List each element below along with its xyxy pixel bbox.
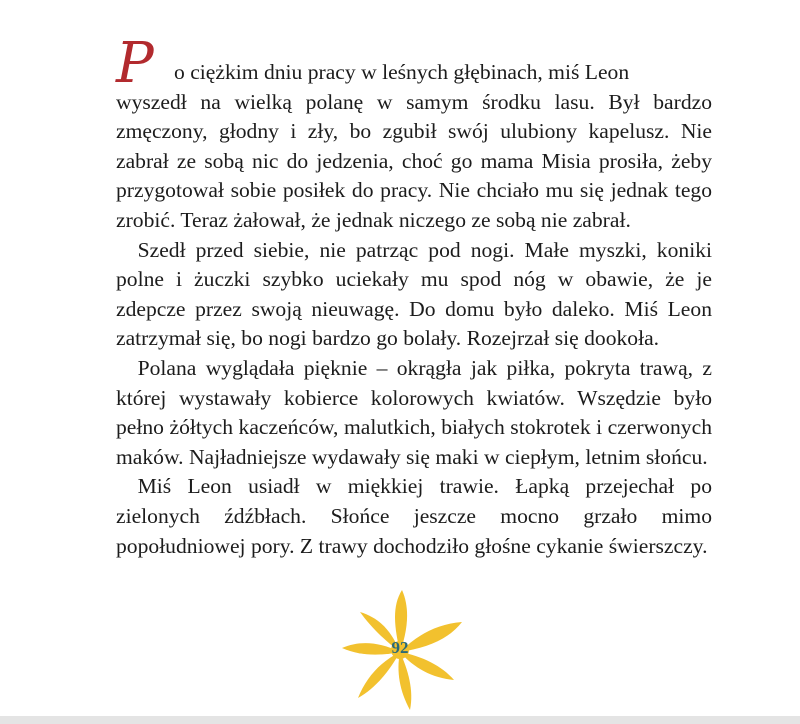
drop-cap: P [116,31,154,96]
paragraph-4: Miś Leon usiadł w miękkiej trawie. Łapką przejechał po zielonych źdźbłach. Słońce jeszcze mocno grzało mimo popołudniowej pory. Z trawy dochodziło głośne cykanie świerszczy. [116,474,712,558]
page-number-ornament [330,586,470,716]
paragraph-1-first-line: o ciężkim dniu pracy w leśnych głębinach, miś Leon [174,60,630,84]
paragraph-3: Polana wyglądała pięknie – okrągła jak piłka, pokryta trawą, z której wystawały kobierce kolorowych kwiatów. Wszędzie było pełno żółtych kaczeńców, malutkich, białych stokrotek i czerwonych maków. Najładniejsze wydawały się maki w ciepłym, letnim słońcu. [116,355,712,469]
bottom-border [0,716,800,724]
page-number: 92 [391,638,409,657]
paragraph-2: Szedł przed siebie, nie patrząc pod nogi. Małe myszki, koniki polne i żuczki szybko uciekały mu spod nóg w obawie, że je zdepcze przez swoją nieuwagę. Do domu było daleko. Miś Leon zatrzymał się, bo nogi bardzo go bolały. Rozejrzał się dookoła. [116,237,712,351]
petal-bottom-left [358,652,400,698]
paragraph-1 [116,31,712,96]
paragraph-1-continued: wyszedł na wielką polanę w samym środku lasu. Był bardzo zmęczony, głodny i zły, bo zgubił swój ulubiony kapelusz. Nie zabrał ze sobą nic do jedzenia, choć go mama Misia prosiła, żeby przygotował sobie posiłek do pracy. Nie chciało mu się jednak tego zrobić. Teraz żałował, że jednak niczego ze sobą nie zabrał. [116,89,712,232]
story-text [116,31,712,561]
